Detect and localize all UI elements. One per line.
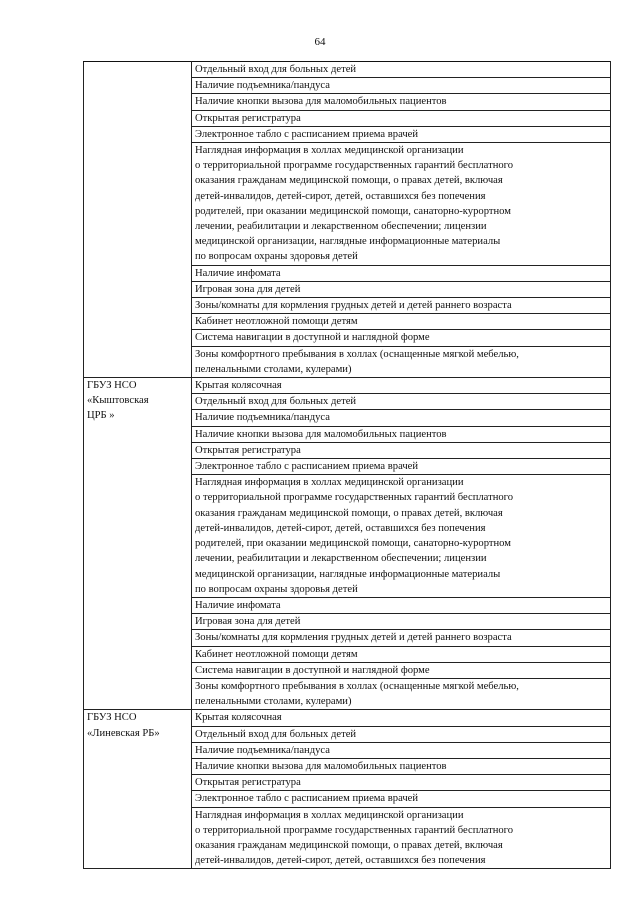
feature-cell: Система навигации в доступной и наглядной форме [192,330,611,346]
organization-name-cell: ГБУЗ НСО «Кыштовская ЦРБ » [84,378,192,710]
feature-cell: Крытая колясочная [192,710,611,726]
page-number: 64 [314,36,326,48]
feature-cell: Крытая колясочная [192,378,611,394]
table-row [84,378,611,394]
feature-cell: Наличие кнопки вызова для маломобильных пациентов [192,758,611,774]
feature-cell: Игровая зона для детей [192,614,611,630]
feature-cell: Отдельный вход для больных детей [192,726,611,742]
feature-cell: Наличие подъемника/пандуса [192,742,611,758]
feature-cell: Зоны комфортного пребывания в холлах (оснащенные мягкой мебелью, пеленальными столами, кулерами) [192,346,611,377]
feature-cell: Система навигации в доступной и наглядной форме [192,662,611,678]
feature-cell: Наличие инфомата [192,265,611,281]
table-body [84,62,611,869]
feature-cell: Электронное табло с расписанием приема врачей [192,459,611,475]
feature-cell: Зоны/комнаты для кормления грудных детей и детей раннего возраста [192,298,611,314]
feature-cell: Наличие кнопки вызова для маломобильных пациентов [192,426,611,442]
feature-cell: Электронное табло с расписанием приема врачей [192,791,611,807]
feature-cell: Наличие кнопки вызова для маломобильных пациентов [192,94,611,110]
feature-cell: Открытая регистратура [192,775,611,791]
table-row [84,710,611,726]
organization-name-cell [84,62,192,378]
table-row [84,62,611,78]
feature-cell: Открытая регистратура [192,442,611,458]
feature-cell: Кабинет неотложной помощи детям [192,314,611,330]
feature-cell: Кабинет неотложной помощи детям [192,646,611,662]
organization-name-cell: ГБУЗ НСО «Линевская РБ» [84,710,192,869]
facility-features-table [83,61,611,869]
feature-cell: Наглядная информация в холлах медицинской организации о территориальной программе государственных гарантий бесплатного оказания гражданам медицинской помощи, о правах детей, включая детей-инвалидов, детей-сирот, детей, оставшихся без попечения [192,807,611,869]
feature-cell: Зоны/комнаты для кормления грудных детей и детей раннего возраста [192,630,611,646]
feature-cell: Наличие подъемника/пандуса [192,78,611,94]
feature-cell: Наглядная информация в холлах медицинской организации о территориальной программе государственных гарантий бесплатного оказания гражданам медицинской помощи, о правах детей, включая детей-инвалидов, детей-сирот, детей, оставшихся без попечения родителей, при оказании медицинской помощи, санаторно-курортном лечении, реабилитации и лекарственном обеспечении; лицензии медицинской организации, наглядные информационные материалы по вопросам охраны здоровья детей [192,143,611,266]
feature-cell: Зоны комфортного пребывания в холлах (оснащенные мягкой мебелью, пеленальными столами, кулерами) [192,678,611,709]
feature-cell: Открытая регистратура [192,110,611,126]
feature-cell: Наличие инфомата [192,597,611,613]
feature-cell: Отдельный вход для больных детей [192,394,611,410]
feature-cell: Отдельный вход для больных детей [192,62,611,78]
feature-cell: Наглядная информация в холлах медицинской организации о территориальной программе государственных гарантий бесплатного оказания гражданам медицинской помощи, о правах детей, включая детей-инвалидов, детей-сирот, детей, оставшихся без попечения родителей, при оказании медицинской помощи, санаторно-курортном лечении, реабилитации и лекарственном обеспечении; лицензии медицинской организации, наглядные информационные материалы по вопросам охраны здоровья детей [192,475,611,598]
feature-cell: Электронное табло с расписанием приема врачей [192,126,611,142]
feature-cell: Игровая зона для детей [192,281,611,297]
feature-cell: Наличие подъемника/пандуса [192,410,611,426]
